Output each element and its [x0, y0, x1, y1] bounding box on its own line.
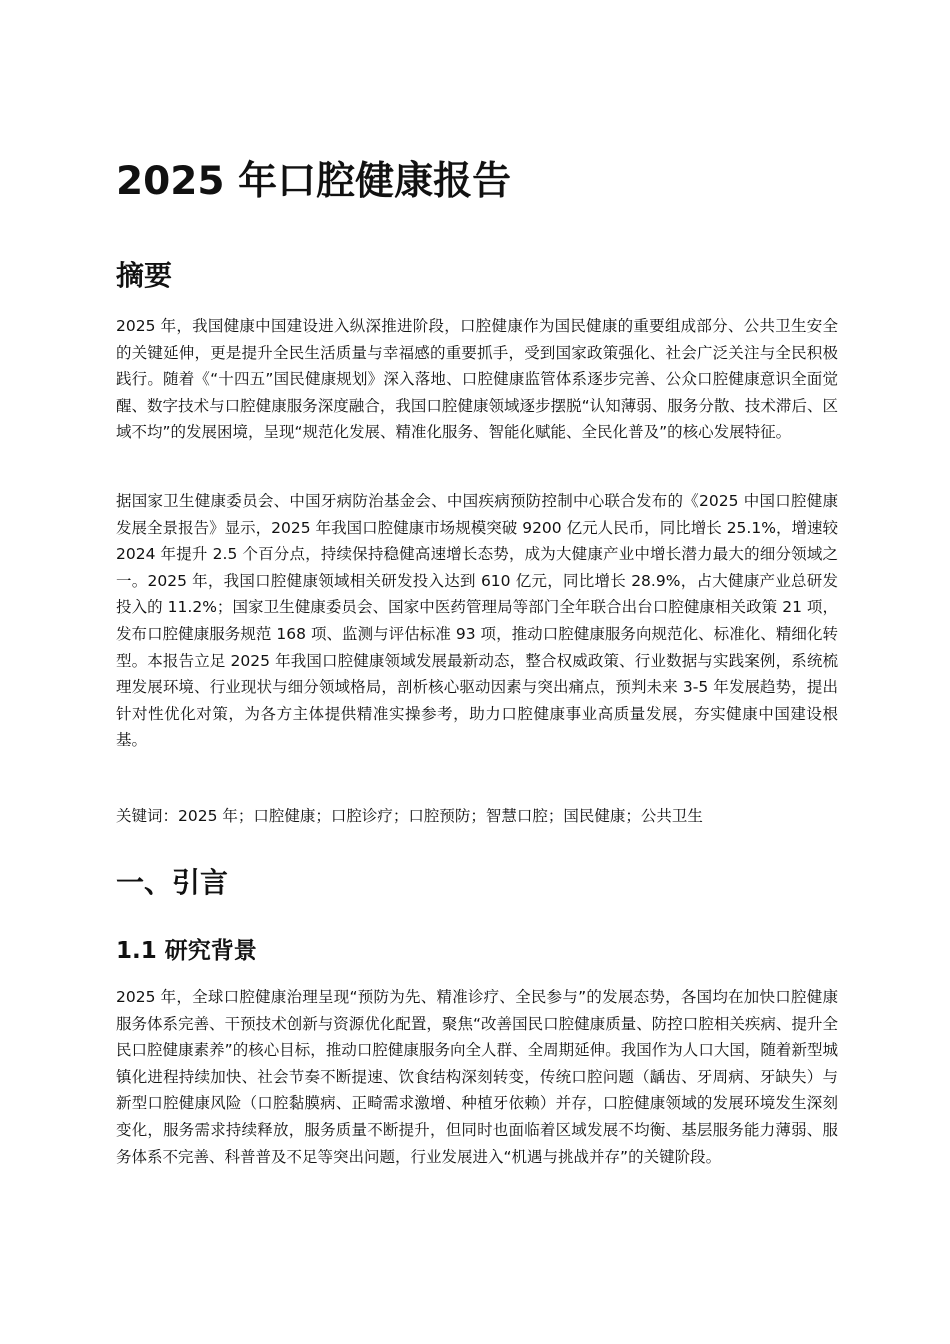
- abstract-paragraph-1: 2025 年，我国健康中国建设进入纵深推进阶段，口腔健康作为国民健康的重要组成部分、公共卫生安全的关键延伸，更是提升全民生活质量与幸福感的重要抓手，受到国家政策强化、社会广泛关注与全民积极践行。随着《“十四五”国民健康规划》深入落地、口腔健康监管体系逐步完善、公众口腔健康意识全面觉醒、数字技术与口腔健康服务深度融合，我国口腔健康领域逐步摆脱“认知薄弱、服务分散、技术滞后、区域不均”的发展困境，呈现“规范化发展、精准化服务、智能化赋能、全民化普及”的核心发展特征。: [116, 317, 838, 442]
- background-subheading: 1.1 研究背景: [116, 938, 257, 964]
- background-paragraph-1: 2025 年，全球口腔健康治理呈现“预防为先、精准诊疗、全民参与”的发展态势，各国均在加快口腔健康服务体系完善、干预技术创新与资源优化配置，聚焦“改善国民口腔健康质量、防控口腔相关疾病、提升全民口腔健康素养”的核心目标，推动口腔健康服务向全人群、全周期延伸。我国作为人口大国，随着新型城镇化进程持续加快、社会节奏不断提速、饮食结构深刻转变，传统口腔问题（龋齿、牙周病、牙缺失）与新型口腔健康风险（口腔黏膜病、正畸需求激增、种植牙依赖）并存，口腔健康领域的发展环境发生深刻变化，服务需求持续释放，服务质量不断提升，但同时也面临着区域发展不均衡、基层服务能力薄弱、服务体系不完善、科普普及不足等突出问题，行业发展进入“机遇与挑战并存”的关键阶段。: [116, 988, 838, 1166]
- abstract-paragraph-2: 据国家卫生健康委员会、中国牙病防治基金会、中国疾病预防控制中心联合发布的《2025 中国口腔健康发展全景报告》显示，2025 年我国口腔健康市场规模突破 9200 亿元人民币，同比增长 25.1%，增速较 2024 年提升 2.5 个百分点，持续保持稳健高速增长态势，成为大健康产业中增长潜力最大的细分领域之一。2025 年，我国口腔健康领域相关研发投入达到 610 亿元，同比增长 28.9%，占大健康产业总研发投入的 11.2%；国家卫生健康委员会、国家中医药管理局等部门全年联合出台口腔健康相关政策 21 项，发布口腔健康服务规范 168 项、监测与评估标准 93 项，推动口腔健康服务向规范化、标准化、精细化转型。本报告立足 2025 年我国口腔健康领域发展最新动态，整合权威政策、行业数据与实践案例，系统梳理发展环境、行业现状与细分领域格局，剖析核心驱动因素与突出痛点，预判未来 3-5 年发展趋势，提出针对性优化对策，为各方主体提供精准实操参考，助力口腔健康事业高质量发展，夯实健康中国建设根基。: [116, 492, 838, 750]
- keywords-line: 关键词：2025 年；口腔健康；口腔诊疗；口腔预防；智慧口腔；国民健康；公共卫生: [116, 807, 703, 825]
- intro-heading: 一、引言: [116, 866, 229, 899]
- abstract-heading: 摘要: [116, 259, 173, 292]
- document-title: 2025 年口腔健康报告: [116, 159, 512, 204]
